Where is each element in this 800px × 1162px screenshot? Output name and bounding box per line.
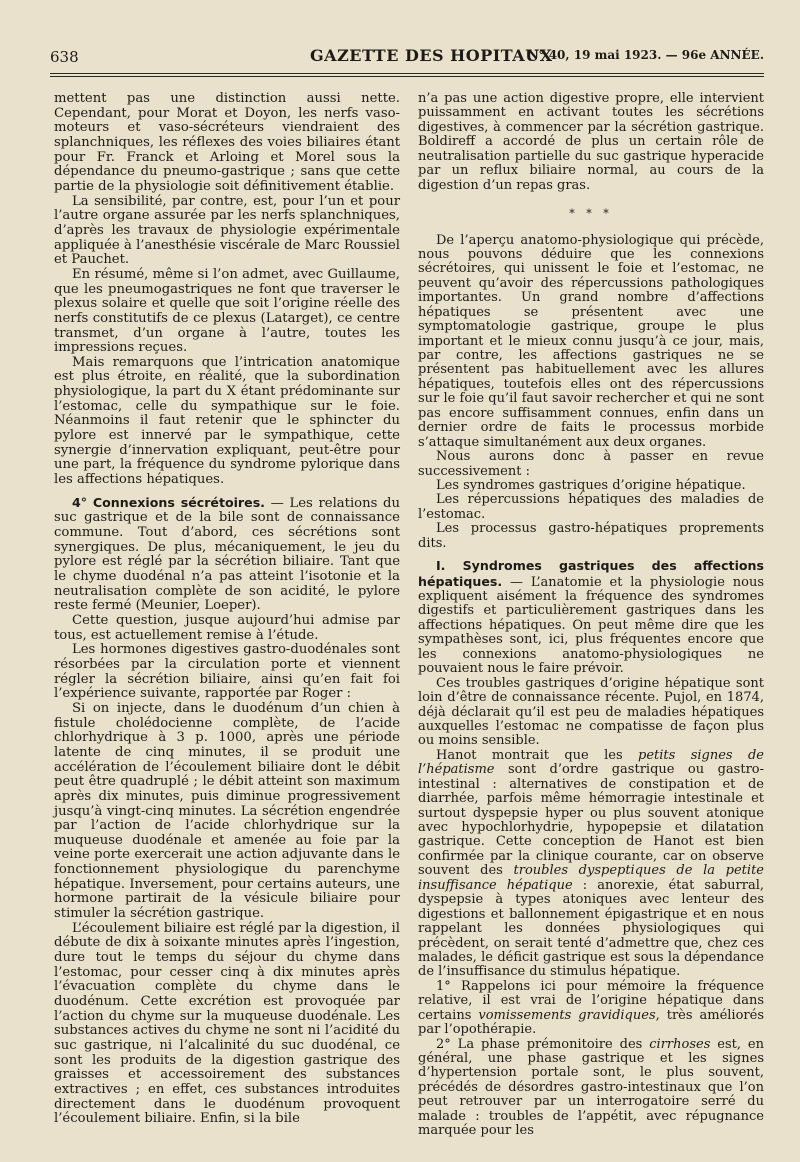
paragraph: De l’aperçu anatomo-physiologique qui précède, nous pouvons déduire que les connexions sécrétoires, qui unissent le foie et l’estomac, ne peuvent qu’avoir des répercussions pathologiques importantes. Un grand nombre d’affections hépatiques se présentent avec une symptomatologie gastrique, groupe le plus important et le mieux connu jusqu’à ce jour, mais, par contre, les affections gastriques ne se présentent pas habituellement avec les allures hépatiques, toutefois elles ont des répercussions sur le foie qu’il faut savoir rechercher et qui ne sont pas encore suffisamment connues, enfin dans un dernier ordre de faits le processus morbide s’attaque simultanément aux deux organes. — [418, 232, 764, 450]
header-rule-bottom — [50, 76, 764, 77]
page-number: 638 — [50, 48, 79, 66]
paragraph: Cette question, jusque aujourd’hui admise par tous, est actuellement remise à l’étude. — [54, 612, 400, 643]
text-run: , très améliorés par l’opothérapie. — [418, 1007, 764, 1038]
list-item: Les processus gastro-hépatiques proprements dits. — [418, 521, 764, 551]
paragraph: Si on injecte, dans le duodénum d’un chien à fistule cholédocienne complète, de l’acide chlorhydrique à 3 p. 1000, après une période latente de cinq minutes, il se produit une accélération de l’écoulement biliaire dont le débit peut être quadruplé ; le débit atteint son maximum après dix minutes, puis diminue progressivement jusqu’à vingt-cinq minutes. La sécrétion engendrée par l’action de l’acide chlorhydrique sur la muqueuse duodénale et amenée au foie par la veine porte exercerait une action adjuvante dans le fonctionnement physiologique du parenchyme hépatique. Inversement, pour certains auteurs, une hormone partirait de la vésicule biliaire pour stimuler la sécrétion gastrique. — [54, 700, 400, 922]
paragraph — [418, 559, 764, 677]
list-item: Les répercussions hépatiques des maladies de l’estomac. — [418, 492, 764, 522]
text-run: est, en général, une phase gastrique et les signes d’hypertension portale sont, le plus souvent, précédés de désordres gastro-intestinaux que l’on peut retrouver par un interrogatoire serré du malade : troubles de l’appétit, avec répugnance marquée pour les — [418, 1036, 764, 1139]
text-run: 1° Rappelons ici pour mémoire la fréquence relative, il est vrai de l’origine hépatique dans certains — [418, 978, 764, 1023]
paragraph: Nous aurons donc à passer en revue successivement : — [418, 449, 764, 479]
paragraph-text: — L’anatomie et la physiologie nous expliquent aisément la fréquence des syndromes digestifs et particulièrement gastriques dans les affections hépatiques. On peut même dire que les sympathèses sont, ici, plus fréquentes encore que les connexions anatomo-physiologiques ne pouvaient nous le faire prévoir. — [418, 574, 764, 677]
text-run: sont d’ordre gastrique ou gastro-intestinal : alternatives de constipation et de diarrhée, parfois même hémorragie intestinale et surtout dyspepsie hyper ou plus souvent atonique avec hypochlorhydrie, hypopepsie et dilatation gastrique. Cette conception de Hanot est bien confirmée par la clinique courante, car on observe souvent des — [418, 762, 764, 879]
paragraph: En résumé, même si l’on admet, avec Guillaume, que les pneumogastriques ne font que traverser le plexus solaire et quelle que soit l’origine réelle des nerfs constitutifs de ce plexus (Latarget), ce centre transmet, d’un organe à l’autre, toutes les impressions reçues. — [54, 266, 400, 356]
paragraph: mettent pas une distinction aussi nette. Cependant, pour Morat et Doyon, les nerfs vaso-moteurs et vaso-sécréteurs viendraient des splanchniques, les réflexes des voies biliaires étant pour Fr. Franck et Arloing et Morel sous la dépendance du pneumo-gastrique ; sans que cette partie de la physiologie soit définitivement établie. — [54, 91, 400, 194]
right-column — [418, 92, 764, 1139]
list-item: Les syndromes gastriques d’origine hépatique. — [436, 477, 746, 493]
paragraph — [418, 1038, 764, 1139]
section-separator: * * * — [569, 207, 613, 221]
header-rule-top — [50, 73, 764, 74]
text-run: : anorexie, état saburral, dyspepsie à types atoniques avec lenteur des digestions et ballonnement épigastrique et en nous rappelant les données physiologiques qui précèdent, on serait tenté d’admettre que, chez ces malades, le déficit gastrique est sous la dépendance de l’insuffisance du stimulus hépatique. — [418, 877, 764, 980]
issue-info: N° 40, 19 mai 1923. — 96e ANNÉE. — [527, 48, 764, 62]
italic-term: troubles dyspeptiques de la petite insuffisance hépatique — [418, 863, 764, 893]
paragraph — [418, 749, 764, 980]
paragraph: L’écoulement biliaire est réglé par la digestion, il débute de dix à soixante minutes après l’ingestion, dure tout le temps du séjour du chyme dans l’estomac, pour cesser cinq à dix minutes après l’évacuation complète du chyme dans le duodénum. Cette excrétion est provoquée par l’action du chyme sur la muqueuse duodénale. Les substances actives du chyme ne sont ni l’acidité du suc gastrique, ni l’alcalinité du suc duodénal, ce sont les produits de la digestion gastrique des graisses et accessoirement des substances extractives ; en effet, ces substances introduites directement dans le duodénum provoquent l’écoulement biliaire. Enfin, si la bile — [54, 920, 400, 1127]
italic-term: vomissements gravidiques — [478, 1007, 656, 1023]
text-run: 2° La phase prémonitoire des — [436, 1036, 650, 1052]
text-run: Hanot montrait que les — [436, 747, 639, 763]
paragraph-text: — Les relations du suc gastrique et de la bile sont de connaissance commune. Tout d’abord, ces sécrétions sont synergiques. De plus, mécaniquement, le jeu du pylore est réglé par la sécrétion biliaire. Tant que le chyme duodénal n’a pas atteint l’isotonie et la neutralisation complète de son acidité, le pylore reste fermé (Meunier, Loeper). — [54, 495, 400, 614]
section-heading: I. Syndromes gastriques des affections hépatiques. — [418, 558, 764, 589]
page-header — [50, 44, 764, 68]
section-heading: 4° Connexions sécrétoires. — [72, 494, 265, 510]
paragraph: La sensibilité, par contre, est, pour l’un et pour l’autre organe assurée par les nerfs splanchniques, d’après les travaux de physiologie expérimentale appliquée à l’anesthésie viscérale de Marc Roussiel et Pauchet. — [54, 193, 400, 268]
paragraph: Mais remarquons que l’intrication anatomique est plus étroite, en réalité, que la subordination physiologique, la part du X étant prédominante sur l’estomac, celle du sympathique sur le foie. Néanmoins il faut retenir que le sphincter du pylore est innervé par le sympathique, cette synergie d’innervation expliquant, peut-être pour une part, la fréquence du syndrome pylorique dans les affections hépatiques. — [54, 354, 400, 488]
left-column — [54, 92, 400, 1127]
paragraph: Ces troubles gastriques d’origine hépatique sont loin d’être de connaissance récente. Pujol, en 1874, déjà déclarait qu’il est peu de maladies hépatiques auxquelles l’estomac ne compatisse de façon plus ou moins sensible. — [418, 675, 764, 749]
journal-title: GAZETTE DES HOPITAUX — [310, 46, 553, 65]
italic-term: cirrhoses — [649, 1036, 711, 1052]
paragraph: Les hormones digestives gastro-duodénales sont résorbées par la circulation porte et viennent régler la sécrétion biliaire, ainsi qu’en fait foi l’expérience suivante, rapportée par Roger : — [54, 642, 400, 702]
paragraph — [418, 980, 764, 1038]
paragraph — [54, 496, 400, 614]
italic-term: petits signes de l’hépatisme — [418, 747, 764, 778]
paragraph: n’a pas une action digestive propre, elle intervient puissamment en activant toutes les sécrétions digestives, à commencer par la sécrétion gastrique. Boldireff a accordé de plus un certain rôle de neutralisation partielle du suc gastrique hyperacide par un reflux biliaire normal, au cours de la digestion d’un repas gras. — [418, 91, 764, 193]
